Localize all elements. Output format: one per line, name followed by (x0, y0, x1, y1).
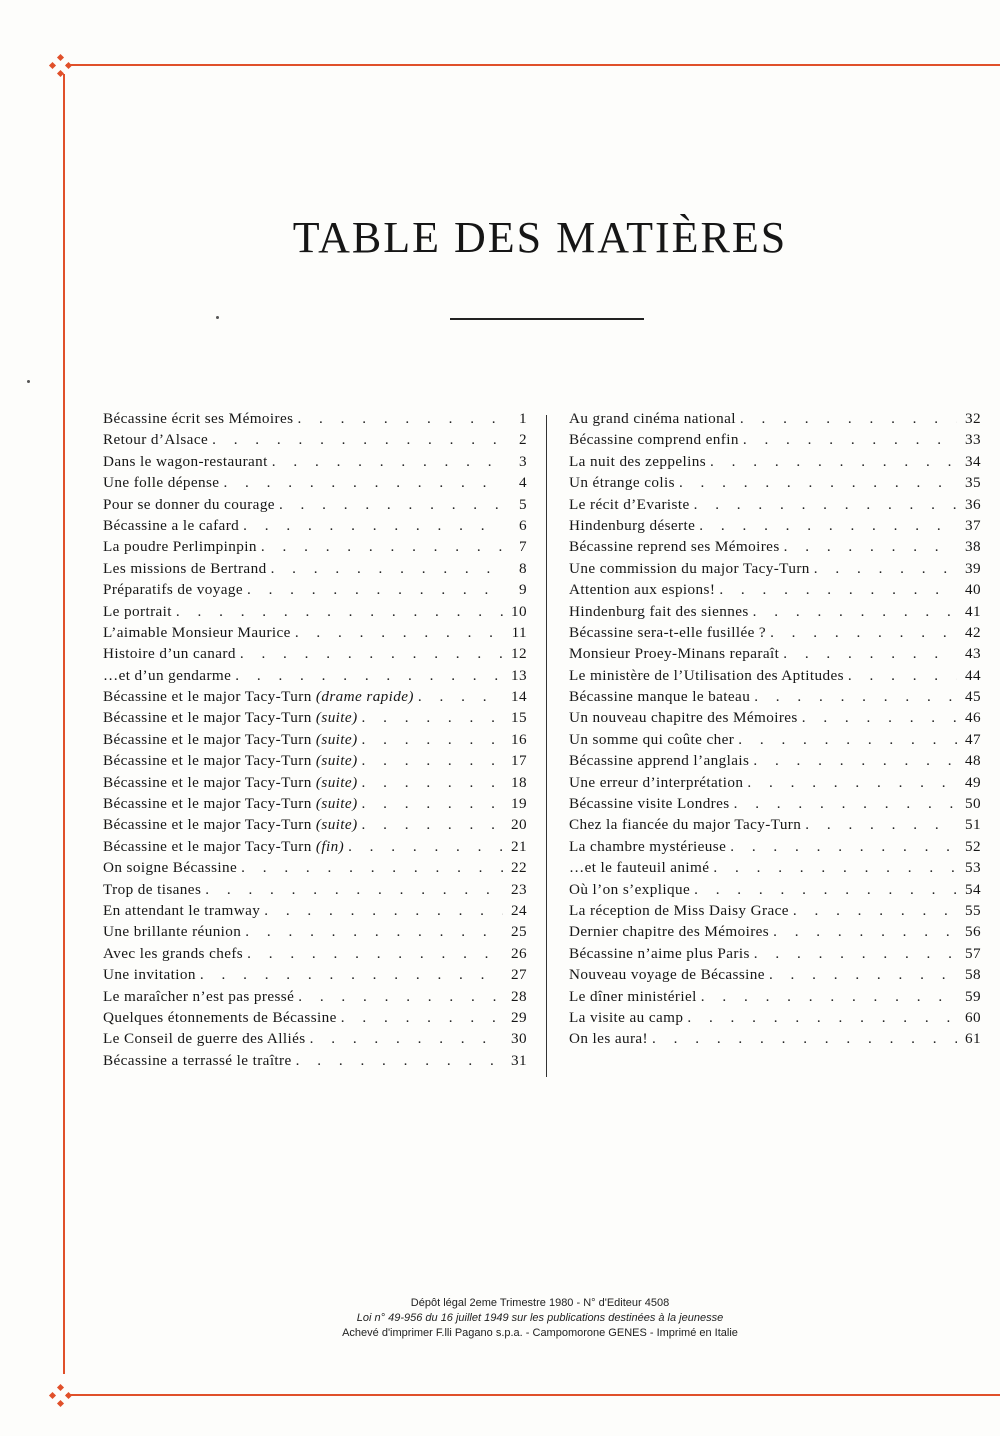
imprint-legal-deposit: Dépôt légal 2eme Trimestre 1980 - N° d'Editeur 4508 (410, 1297, 670, 1309)
dot-leader (231, 667, 503, 685)
toc-page-number: 29 (511, 1008, 527, 1026)
toc-entry (569, 453, 981, 474)
dot-leader (810, 560, 957, 578)
toc-entry-title: …et le fauteuil animé (569, 859, 710, 877)
toc-entry-title: Une erreur d’interprétation (569, 773, 744, 791)
toc-entry-subtitle: (suite) (315, 816, 358, 834)
imprint-printer: Achevé d'imprimer F.lli Pagano s.p.a. - Campomorone GENES - Imprimé en Italie (342, 1327, 738, 1339)
dot-leader (236, 645, 503, 663)
toc-page-number: 40 (965, 581, 981, 599)
dot-leader (736, 410, 957, 428)
dot-leader (267, 560, 503, 578)
toc-entry-title: Hindenburg déserte (569, 516, 696, 534)
dot-leader (172, 603, 503, 621)
toc-page-number: 45 (965, 688, 981, 706)
toc-entry-title: Bécassine écrit ses Mémoires (103, 410, 294, 427)
toc-page-number: 24 (511, 901, 527, 919)
toc-entry-subtitle: (suite) (315, 773, 358, 791)
dot-leader (730, 795, 957, 813)
dot-leader (358, 816, 503, 834)
dot-leader (690, 881, 957, 899)
toc-entry (569, 774, 981, 795)
toc-page-number: 56 (965, 923, 981, 941)
toc-entry (103, 731, 527, 752)
dot-leader (648, 1030, 957, 1048)
toc-entry-title: …et d’un gendarme (103, 666, 232, 684)
toc-entry (569, 410, 981, 431)
toc-entry-title: Avec les grands chefs (103, 944, 244, 962)
toc-entry (103, 453, 527, 474)
toc-entry-title: Bécassine a terrassé le traître (103, 1051, 292, 1069)
toc-entry (103, 709, 527, 730)
toc-entry-title: Les missions de Bertrand (103, 559, 267, 577)
toc-entry (103, 624, 527, 645)
dot-leader (683, 1009, 957, 1027)
toc-entry (569, 496, 981, 517)
toc-entry (569, 581, 981, 602)
diamond-ornament-icon (50, 1385, 72, 1407)
paper-speck (216, 316, 219, 319)
toc-entry-title: Nouveau voyage de Bécassine (569, 966, 765, 984)
dot-leader (798, 709, 957, 727)
dot-leader (743, 774, 957, 792)
toc-entry (569, 645, 981, 666)
toc-entry-title: Bécassine et le major Tacy-Turn (suite) (103, 730, 358, 748)
dot-leader (275, 496, 503, 514)
toc-entry (569, 795, 981, 816)
toc-page-number: 52 (965, 837, 981, 855)
toc-entry (569, 881, 981, 902)
toc-entry (569, 624, 981, 645)
toc-entry-title: Où l’on s’explique (569, 880, 691, 898)
toc-entry (569, 517, 981, 538)
toc-page-number: 21 (511, 837, 527, 855)
toc-page-number: 6 (519, 516, 527, 534)
toc-entry-title: Monsieur Proey-Minans reparaît (569, 645, 780, 663)
toc-entry (569, 988, 981, 1009)
toc-entry (103, 410, 527, 431)
toc-page-number: 39 (965, 559, 981, 577)
toc-entry-title: Le dîner ministériel (569, 987, 697, 1005)
toc-page-number: 31 (511, 1051, 527, 1069)
toc-page-number: 53 (965, 859, 981, 877)
toc-page-number: 58 (965, 966, 981, 984)
toc-page-number: 38 (965, 538, 981, 556)
toc-entry (103, 923, 527, 944)
toc-entry-title: Un somme qui coûte cher (569, 730, 735, 748)
toc-entry (569, 603, 981, 624)
toc-entry (103, 517, 527, 538)
toc-entry-subtitle: (suite) (315, 752, 358, 770)
dot-leader (293, 410, 503, 428)
dot-leader (358, 709, 503, 727)
dot-leader (219, 474, 503, 492)
dot-leader (344, 838, 503, 856)
toc-entry (569, 838, 981, 859)
toc-page-number: 47 (965, 730, 981, 748)
toc-entry (569, 431, 981, 452)
toc-entry-title: Bécassine comprend enfin (569, 431, 739, 449)
toc-page-number: 51 (965, 816, 981, 834)
toc-page-number: 22 (511, 859, 527, 877)
toc-page-number: 54 (965, 880, 981, 898)
toc-page-number: 27 (511, 966, 527, 984)
dot-leader (358, 752, 503, 770)
toc-entry-title: La poudre Perlimpinpin (103, 538, 257, 556)
toc-entry (103, 581, 527, 602)
toc-page-number: 34 (965, 452, 981, 470)
toc-page-number: 10 (511, 602, 527, 620)
toc-page-number: 44 (965, 666, 981, 684)
dot-leader (201, 881, 503, 899)
toc-page-number: 8 (519, 559, 527, 577)
toc-page-number: 28 (511, 987, 527, 1005)
dot-leader (844, 667, 957, 685)
toc-page-number: 50 (965, 795, 981, 813)
dot-leader (294, 988, 503, 1006)
toc-entry-title: On soigne Bécassine (103, 859, 238, 877)
toc-entry-title: Préparatifs de voyage (103, 581, 243, 599)
dot-leader (196, 966, 503, 984)
toc-entry (569, 560, 981, 581)
dot-leader (749, 752, 957, 770)
toc-entry-title: Une brillante réunion (103, 923, 242, 941)
toc-entry (569, 966, 981, 987)
dot-leader (306, 1030, 503, 1048)
dot-leader (690, 496, 957, 514)
toc-page-number: 16 (511, 730, 527, 748)
toc-page-number: 48 (965, 752, 981, 770)
dot-leader (695, 517, 957, 535)
toc-entry-title: Bécassine manque le bateau (569, 688, 751, 706)
toc-entry (569, 923, 981, 944)
toc-entry (103, 859, 527, 880)
toc-entry (569, 816, 981, 837)
toc-page-number: 37 (965, 516, 981, 534)
toc-page-number: 61 (965, 1030, 981, 1048)
toc-entry (569, 667, 981, 688)
toc-entry (569, 474, 981, 495)
toc-entry (103, 881, 527, 902)
dot-leader (414, 688, 503, 706)
toc-entry-title: Le portrait (103, 602, 172, 620)
toc-page-number: 36 (965, 495, 981, 513)
dot-leader (769, 923, 957, 941)
toc-entry-title: Bécassine et le major Tacy-Turn (suite) (103, 709, 358, 727)
toc-page-number: 33 (965, 431, 981, 449)
toc-entry-title: Pour se donner du courage (103, 495, 275, 513)
column-divider (546, 415, 547, 1077)
toc-entry (103, 1052, 527, 1073)
dot-leader (292, 1052, 503, 1070)
toc-entry-subtitle: (suite) (315, 709, 358, 727)
toc-entry (569, 709, 981, 730)
toc-page-number: 11 (511, 623, 527, 641)
dot-leader (260, 902, 503, 920)
title-underline (450, 318, 644, 320)
dot-leader (243, 945, 503, 963)
toc-entry (103, 945, 527, 966)
toc-entry (103, 966, 527, 987)
toc-page-number: 59 (965, 987, 981, 1005)
toc-entry (103, 1009, 527, 1030)
toc-entry (103, 688, 527, 709)
toc-entry (103, 560, 527, 581)
toc-entry (569, 1030, 981, 1051)
toc-entry-title: En attendant le tramway (103, 901, 261, 919)
toc-entry-title: Une commission du major Tacy-Turn (569, 559, 810, 577)
toc-entry-title: Bécassine et le major Tacy-Turn (fin) (103, 837, 345, 855)
toc-entry (103, 474, 527, 495)
toc-entry-title: Bécassine visite Londres (569, 795, 730, 813)
toc-entry (569, 752, 981, 773)
toc-page-number: 20 (511, 816, 527, 834)
toc-entry-subtitle: (suite) (315, 795, 358, 813)
toc-entry (103, 774, 527, 795)
toc-entry-title: Bécassine et le major Tacy-Turn (suite) (103, 752, 358, 770)
toc-entry-title: La nuit des zeppelins (569, 452, 707, 470)
toc-entry-title: Bécassine et le major Tacy-Turn (suite) (103, 773, 358, 791)
dot-leader (358, 774, 503, 792)
dot-leader (715, 581, 957, 599)
toc-entry-title: Bécassine et le major Tacy-Turn (suite) (103, 795, 358, 813)
toc-entry-title: Histoire d’un canard (103, 645, 236, 663)
dot-leader (750, 945, 957, 963)
dot-leader (765, 966, 957, 984)
toc-entry-title: Bécassine reprend ses Mémoires (569, 538, 780, 556)
dot-leader (739, 431, 957, 449)
toc-entry-title: Hindenburg fait des siennes (569, 602, 749, 620)
dot-leader (239, 517, 503, 535)
toc-page-number: 25 (511, 923, 527, 941)
toc-page-number: 41 (965, 602, 981, 620)
dot-leader (358, 795, 503, 813)
toc-entry-title: Le récit d’Evariste (569, 495, 690, 513)
toc-entry-title: Le ministère de l’Utilisation des Aptitudes (569, 666, 844, 684)
dot-leader (726, 838, 957, 856)
toc-entry-title: L’aimable Monsieur Maurice (103, 623, 291, 641)
imprint-block (150, 1296, 930, 1341)
toc-entry (569, 731, 981, 752)
dot-leader (675, 474, 957, 492)
dot-leader (257, 538, 503, 556)
toc-entry-title: La visite au camp (569, 1008, 684, 1026)
toc-entry-title: On les aura! (569, 1030, 649, 1048)
dot-leader (337, 1009, 503, 1027)
toc-entry (569, 902, 981, 923)
toc-entry (103, 645, 527, 666)
page-title: TABLE DES MATIÈRES (292, 213, 788, 262)
toc-page-number: 26 (511, 944, 527, 962)
toc-entry (569, 688, 981, 709)
toc-page-number: 5 (519, 495, 527, 513)
toc-entry (103, 988, 527, 1009)
toc-entry-title: Chez la fiancée du major Tacy-Turn (569, 816, 802, 834)
dot-leader (780, 538, 957, 556)
toc-page-number: 3 (519, 452, 527, 470)
toc-entry (103, 667, 527, 688)
toc-entry-subtitle: (drame rapide) (315, 688, 414, 706)
frame-top-rule (66, 64, 1000, 66)
dot-leader (706, 453, 957, 471)
dot-leader (779, 645, 957, 663)
dot-leader (358, 731, 503, 749)
toc-page-number: 32 (965, 410, 981, 427)
dot-leader (709, 859, 957, 877)
toc-entry (103, 538, 527, 559)
toc-entry (103, 902, 527, 923)
imprint-law: Loi n° 49-956 du 16 juillet 1949 sur les publications destinées à la jeunesse (356, 1312, 724, 1324)
dot-leader (243, 581, 503, 599)
toc-entry (103, 795, 527, 816)
dot-leader (237, 859, 503, 877)
toc-entry-title: Trop de tisanes (103, 880, 202, 898)
toc-entry (103, 816, 527, 837)
toc-entry (103, 431, 527, 452)
toc-page-number: 57 (965, 944, 981, 962)
toc-left-column (103, 410, 527, 1073)
frame-left-rule (63, 74, 65, 1374)
toc-entry (103, 496, 527, 517)
toc-page-number: 35 (965, 474, 981, 492)
toc-entry-title: Dans le wagon-restaurant (103, 452, 268, 470)
toc-entry (569, 945, 981, 966)
toc-page-number: 4 (519, 474, 527, 492)
toc-page-number: 14 (511, 688, 527, 706)
dot-leader (241, 923, 503, 941)
dot-leader (801, 816, 957, 834)
dot-leader (268, 453, 503, 471)
paper-speck (27, 380, 30, 383)
toc-page-number: 43 (965, 645, 981, 663)
toc-entry (569, 859, 981, 880)
toc-page-number: 9 (519, 581, 527, 599)
toc-entry-title: Un nouveau chapitre des Mémoires (569, 709, 798, 727)
toc-entry (103, 1030, 527, 1051)
dot-leader (291, 624, 503, 642)
toc-entry-title: Bécassine n’aime plus Paris (569, 944, 750, 962)
toc-entry (569, 538, 981, 559)
toc-page-number: 55 (965, 901, 981, 919)
toc-entry-title: Bécassine sera-t-elle fusillée ? (569, 623, 767, 641)
diamond-ornament-icon (50, 55, 72, 77)
toc-page-number: 42 (965, 623, 981, 641)
toc-entry-title: Au grand cinéma national (569, 410, 736, 427)
toc-page-number: 13 (511, 666, 527, 684)
toc-page-number: 2 (519, 431, 527, 449)
toc-page-number: 15 (511, 709, 527, 727)
toc-entry-title: La réception de Miss Daisy Grace (569, 901, 789, 919)
toc-page-number: 17 (511, 752, 527, 770)
toc-entry-title: La chambre mystérieuse (569, 837, 727, 855)
toc-page-number: 1 (519, 410, 527, 427)
toc-entry-title: Le maraîcher n’est pas pressé (103, 987, 295, 1005)
dot-leader (789, 902, 957, 920)
toc-entry (569, 1009, 981, 1030)
toc-entry (103, 838, 527, 859)
dot-leader (766, 624, 957, 642)
toc-entry-title: Attention aux espions! (569, 581, 716, 599)
toc-entry-title: Quelques étonnements de Bécassine (103, 1008, 337, 1026)
dot-leader (749, 603, 957, 621)
toc-page-number: 7 (519, 538, 527, 556)
toc-page-number: 19 (511, 795, 527, 813)
toc-page-number: 23 (511, 880, 527, 898)
toc-page-number: 12 (511, 645, 527, 663)
toc-entry-title: Le Conseil de guerre des Alliés (103, 1030, 306, 1048)
dot-leader (734, 731, 957, 749)
toc-entry-subtitle: (suite) (315, 730, 358, 748)
toc-entry-title: Bécassine et le major Tacy-Turn (drame rapide) (103, 688, 414, 706)
dot-leader (697, 988, 957, 1006)
toc-entry-title: Bécassine apprend l’anglais (569, 752, 750, 770)
toc-entry (103, 752, 527, 773)
frame-bottom-rule (66, 1394, 1000, 1396)
toc-page-number: 18 (511, 773, 527, 791)
toc-entry-title: Un étrange colis (569, 474, 675, 492)
toc-page-number: 60 (965, 1008, 981, 1026)
toc-entry-title: Une invitation (103, 966, 196, 984)
toc-page-number: 30 (511, 1030, 527, 1048)
toc-entry-title: Retour d’Alsace (103, 431, 209, 449)
toc-entry-title: Une folle dépense (103, 474, 220, 492)
dot-leader (208, 431, 503, 449)
toc-entry (103, 603, 527, 624)
toc-entry-title: Bécassine et le major Tacy-Turn (suite) (103, 816, 358, 834)
toc-entry-title: Dernier chapitre des Mémoires (569, 923, 770, 941)
toc-page-number: 46 (965, 709, 981, 727)
dot-leader (750, 688, 957, 706)
toc-entry-subtitle: (fin) (315, 837, 345, 855)
toc-right-column (569, 410, 981, 1052)
toc-entry-title: Bécassine a le cafard (103, 516, 240, 534)
toc-page-number: 49 (965, 773, 981, 791)
